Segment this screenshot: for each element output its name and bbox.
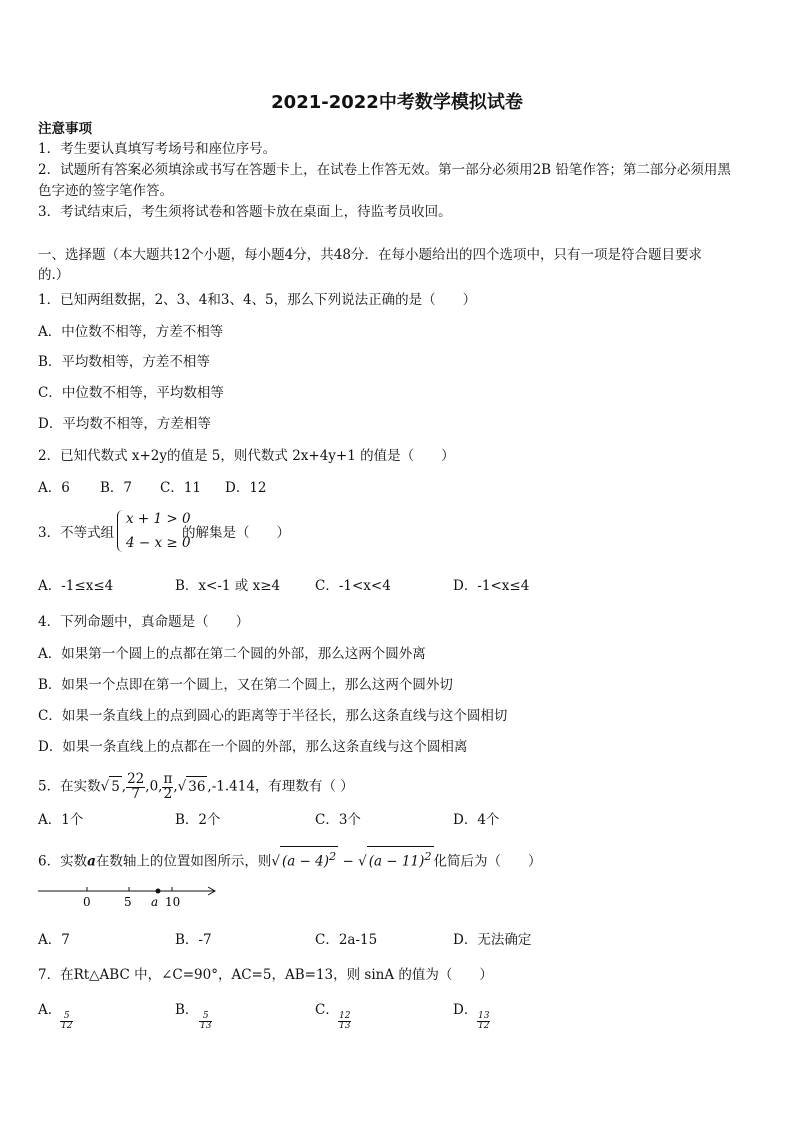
notice-heading: 注意事项	[38, 121, 92, 137]
q3-prefix: 3．不等式组	[38, 525, 115, 541]
q4-option-a: A．如果第一个圆上的点都在第二个圆的外部，那么这两个圆外离	[38, 646, 426, 662]
q5-fraction-pi-2: $\frac{\pi}{2}$	[163, 771, 173, 802]
label-0: 0	[83, 895, 91, 909]
q2-option-c: C．11	[160, 480, 202, 496]
q3-option-d: D．-1<x≤4	[453, 578, 530, 594]
q6-option-c: C．2a-15	[315, 932, 378, 948]
label-10: 10	[165, 895, 181, 909]
q6-option-b: B．-7	[175, 932, 212, 948]
q2-stem: 2．已知代数式 x+2y的值是 5，则代数式 2x+4y+1 的值是（ ）	[38, 448, 455, 464]
q7-option-d-fraction: $\frac{13}{12}$	[478, 1011, 490, 1031]
q1-option-a: A．中位数不相等，方差不相等	[38, 324, 224, 340]
q7-option-c-label: C．	[315, 1002, 339, 1018]
q5-suffix: ，有理数有（ ）	[254, 778, 354, 795]
q2-option-a: A．6	[38, 480, 70, 496]
section-heading: 一、选择题（本大题共12个小题，每小题4分，共48分．在每小题给出的四个选项中，只有一项是符合题目要求	[38, 247, 702, 263]
q3-suffix: 的解集是（ ）	[182, 525, 290, 541]
q6-option-d: D．无法确定	[453, 932, 532, 948]
q3-option-a: A．-1≤x≤4	[38, 578, 114, 594]
q5-option-c: C．3个	[315, 812, 361, 828]
q5-option-a: A．1个	[38, 812, 84, 828]
q4-option-c: C．如果一条直线上的点到圆心的距离等于半径长，那么这条直线与这个圆相切	[38, 708, 508, 724]
q7-option-b-fraction: $\frac{5}{13}$	[200, 1011, 212, 1031]
q4-stem: 4．下列命题中，真命题是（ ）	[38, 614, 250, 630]
number-line	[36, 880, 226, 910]
q6-stem: 6．实数a在数轴上的位置如图所示，则√ $(a - 4)^2$ − √ $(a - 11)^2$ 化简后为（ ）	[38, 846, 542, 872]
q2-option-b: B．7	[100, 480, 133, 496]
q6-radical-2: $(a - 11)^2$	[367, 846, 434, 872]
q5-sqrt36: 36	[186, 776, 207, 797]
q6-radical-1: $(a - 4)^2$	[280, 846, 338, 872]
q7-option-d-label: D．	[453, 1002, 478, 1018]
label-5: 5	[124, 895, 132, 909]
q3-option-c: C．-1<x<4	[315, 578, 391, 594]
notice-item-3: 3．考试结束后，考生须将试卷和答题卡放在桌面上，待监考员收回。	[38, 204, 452, 220]
q5-option-d: D．4个	[453, 812, 500, 828]
q4-option-d: D．如果一条直线上的点都在一个圆的外部，那么这条直线与这个圆相离	[38, 739, 468, 755]
q5-zero: ,0,	[145, 778, 163, 795]
q5-last: ,-1.414	[207, 778, 255, 795]
q3-option-b: B．x<-1 或 x≥4	[175, 578, 281, 594]
sqrt-symbol: √	[100, 778, 110, 795]
point-a	[156, 889, 161, 894]
q1-option-c: C．中位数不相等，平均数相等	[38, 385, 224, 401]
page-title: 2021-2022中考数学模拟试卷	[271, 92, 523, 113]
q1-option-b: B．平均数相等，方差不相等	[38, 354, 210, 370]
q7-option-c-fraction: $\frac{12}{13}$	[339, 1011, 351, 1031]
q4-option-b: B．如果一个点即在第一个圆上，又在第二个圆上，那么这两个圆外切	[38, 677, 453, 693]
q7-option-a-fraction: $\frac{5}{12}$	[61, 1011, 73, 1031]
notice-item-1: 1．考生要认真填写考场号和座位序号。	[38, 141, 277, 157]
q1-stem: 1．已知两组数据，2、3、4和3、4、5，那么下列说法正确的是（ ）	[38, 292, 477, 308]
q5-prefix: 5．在实数	[38, 778, 101, 795]
q3-inequality-2: 4 − x ≥ 0	[126, 535, 191, 551]
q5-option-b: B．2个	[175, 812, 221, 828]
q5-stem: 5．在实数√ 5 , $\frac{22}{7}$ ,0, $\frac{\pi}{2}$ ,√ 36 ,-1.414，有理数有（ ）	[38, 771, 354, 802]
q1-option-d: D．平均数不相等，方差相等	[38, 416, 211, 432]
q6-var-a: a	[87, 853, 96, 870]
q5-fraction-22-7: $\frac{22}{7}$	[127, 771, 145, 802]
q7-option-a-label: A．	[38, 1002, 62, 1018]
notice-item-2-cont: 色字迹的签字笔作答。	[38, 183, 173, 199]
label-a: a	[151, 895, 159, 909]
q2-option-d: D．12	[225, 480, 267, 496]
q5-sqrt5: 5	[109, 776, 122, 797]
system-brace	[117, 510, 124, 552]
section-heading-cont: 的.）	[38, 267, 70, 283]
q7-stem: 7．在Rt△ABC 中，∠C=90°，AC=5，AB=13，则 sinA 的值为（ ）	[38, 967, 493, 983]
q7-option-b-label: B．	[175, 1002, 199, 1018]
q3-inequality-1: x + 1 > 0	[126, 511, 191, 527]
notice-item-2: 2．试题所有答案必须填涂或书写在答题卡上，在试卷上作答无效。第一部分必须用2B 铅笔作答；第二部分必须用黑	[38, 162, 731, 178]
q6-option-a: A．7	[38, 932, 70, 948]
